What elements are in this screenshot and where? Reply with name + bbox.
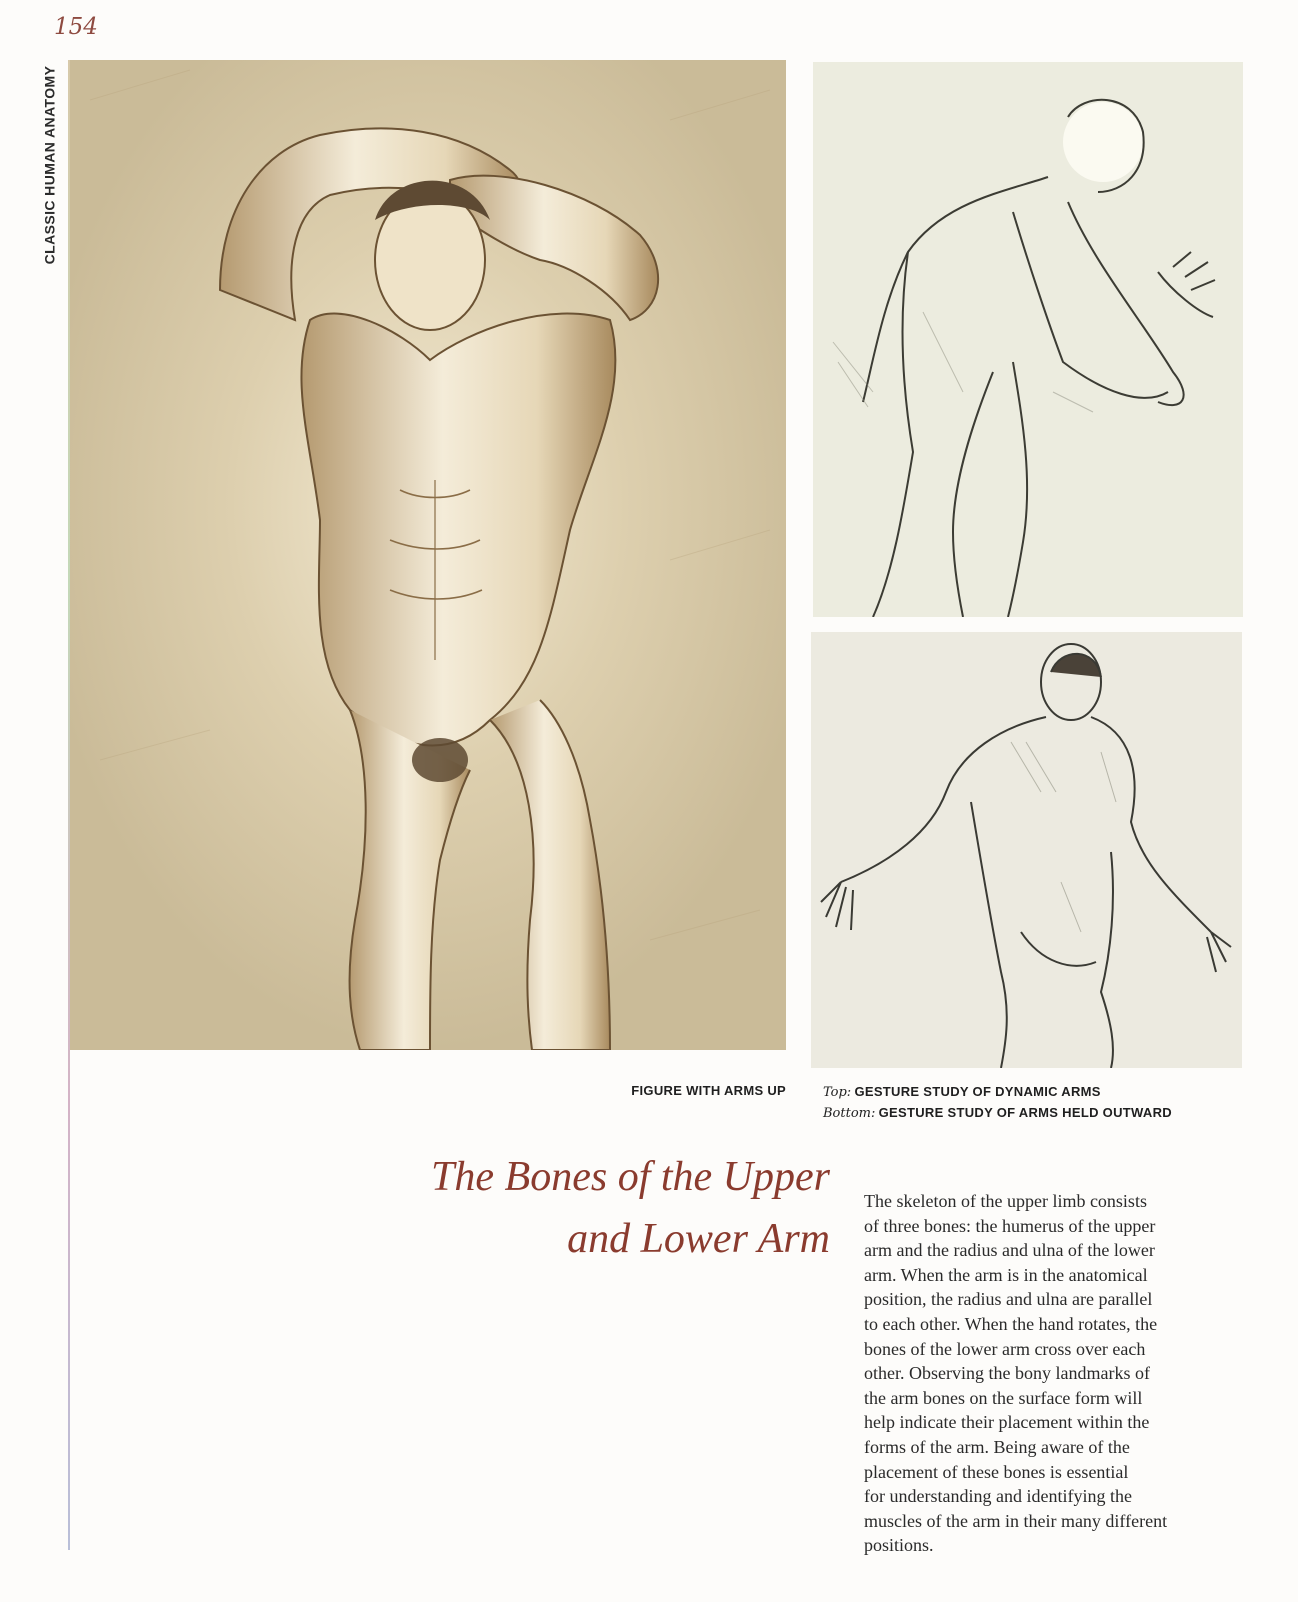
body-line: bones of the lower arm cross over each: [864, 1338, 1146, 1359]
body-line: of three bones: the humerus of the upper: [864, 1215, 1156, 1236]
figure-arms-up-illustration: [70, 60, 786, 1050]
side-caption-top-lead: Top:: [823, 1085, 852, 1100]
body-line: placement of these bones is essential: [864, 1461, 1129, 1482]
dynamic-arms-sketch: [813, 62, 1243, 617]
side-caption-top-text: GESTURE STUDY OF DYNAMIC ARMS: [854, 1084, 1101, 1099]
body-paragraph: [864, 1189, 1234, 1558]
running-head-text: CLASSIC HUMAN ANATOMY: [41, 65, 58, 265]
body-line: for understanding and identifying the: [864, 1486, 1132, 1507]
figure-arms-up-drawing: [70, 60, 786, 1050]
side-caption-bottom-lead: Bottom:: [823, 1106, 876, 1121]
page-number: 154: [54, 14, 98, 40]
body-line: position, the radius and ulna are parallel: [864, 1289, 1153, 1310]
arms-outward-sketch: [811, 632, 1242, 1068]
arms-outward-illustration: [811, 632, 1242, 1068]
side-caption-bottom: [823, 1105, 1263, 1121]
side-caption-top: [823, 1084, 1263, 1100]
body-line: The skeleton of the upper limb consists: [864, 1191, 1147, 1211]
body-line: the arm bones on the surface form will: [864, 1387, 1143, 1408]
running-head: [38, 61, 62, 276]
side-caption-bottom-text: GESTURE STUDY OF ARMS HELD OUTWARD: [878, 1105, 1172, 1120]
body-line: positions.: [864, 1535, 934, 1556]
body-line: muscles of the arm in their many different: [864, 1510, 1168, 1531]
body-line: arm. When the arm is in the anatomical: [864, 1264, 1148, 1285]
section-title-line: The Bones of the Upper: [431, 1154, 830, 1200]
dynamic-arms-illustration: [813, 62, 1243, 617]
body-line: to each other. When the hand rotates, the: [864, 1313, 1158, 1334]
figure-arms-up-caption: FIGURE WITH ARMS UP: [631, 1083, 786, 1098]
section-title-line: and Lower Arm: [567, 1216, 830, 1262]
section-title: [330, 1146, 830, 1270]
body-line: forms of the arm. Being aware of the: [864, 1436, 1130, 1457]
body-line: help indicate their placement within the: [864, 1412, 1150, 1433]
body-line: other. Observing the bony landmarks of: [864, 1363, 1150, 1384]
body-line: arm and the radius and ulna of the lower: [864, 1240, 1155, 1261]
